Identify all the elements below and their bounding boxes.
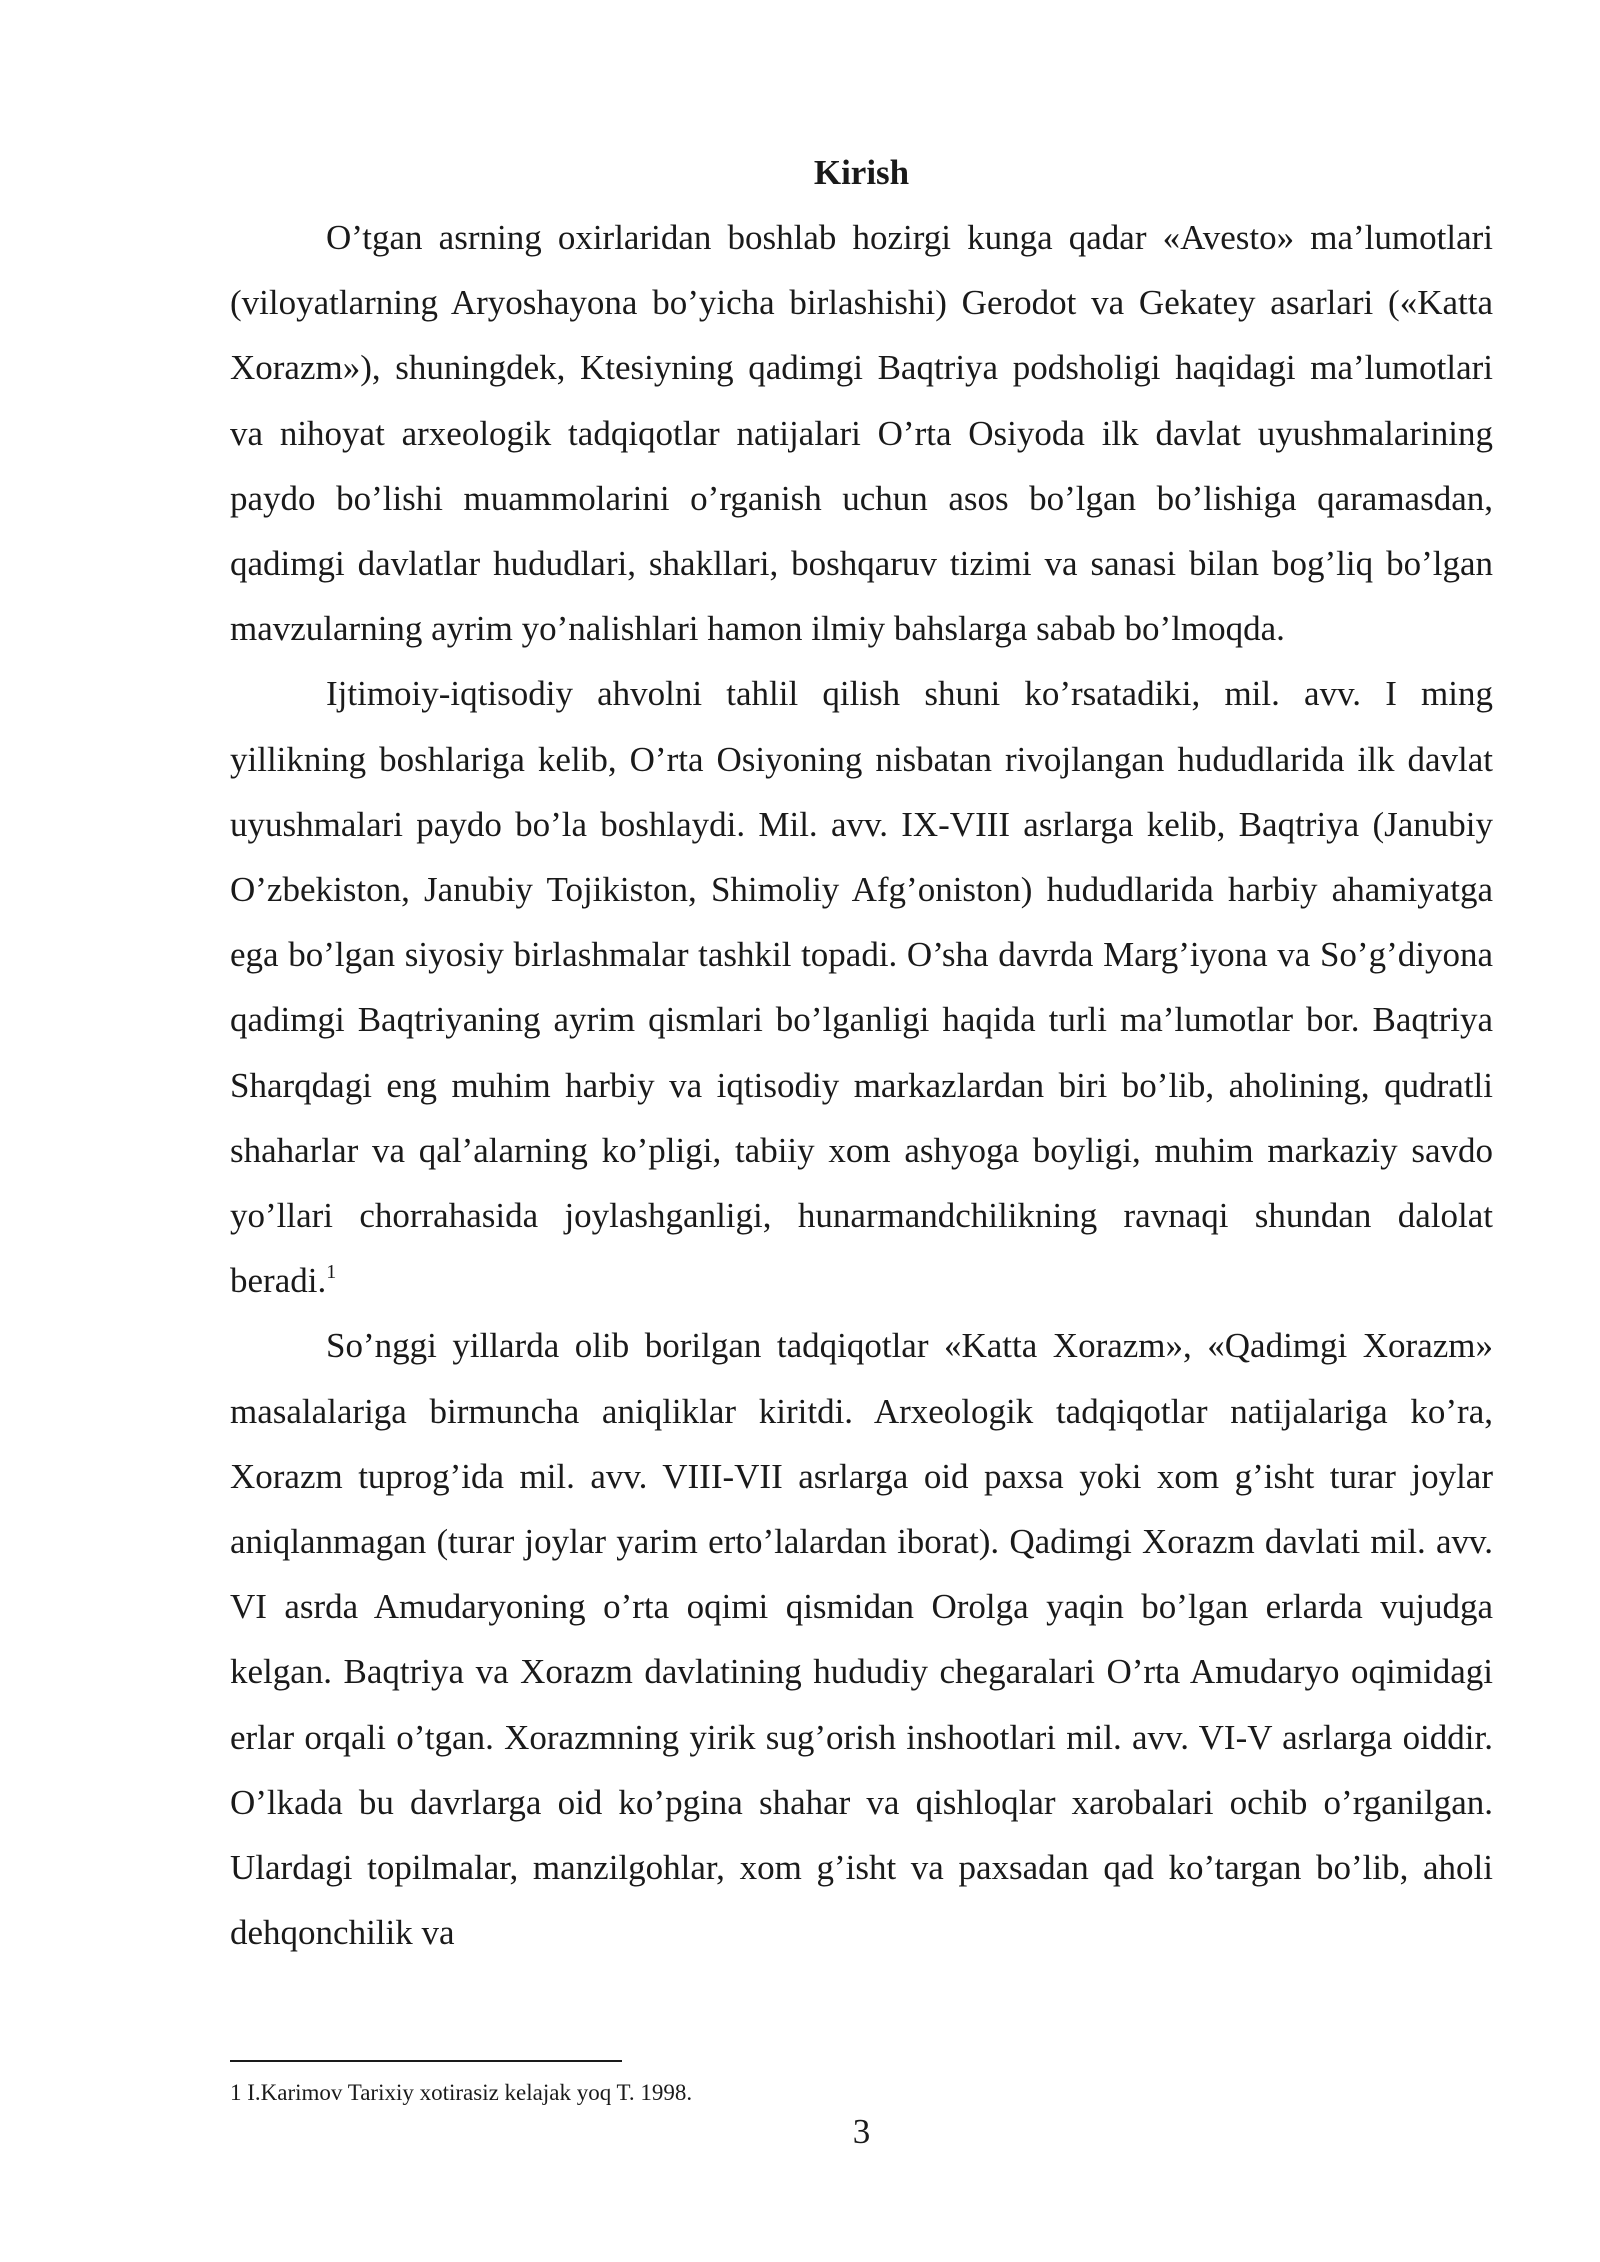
footnote-separator <box>230 2060 622 2062</box>
footnote: 1 I.Karimov Tarixiy xotirasiz kelajak yoq T. 1998. <box>230 2080 693 2105</box>
paragraph-3: So’nggi yillarda olib borilgan tadqiqotlar «Katta Xorazm», «Qadimgi Xorazm» masalalariga birmuncha aniqliklar kiritdi. Arxeologik tadqiqotlar natijalariga ko’ra, Xorazm tuprog’ida mil. avv. VIII-VII asrlarga oid paxsa yoki xom g’isht turar joylar aniqlanmagan (turar joylar yarim erto’lalardan iborat). Qadimgi Xorazm davlati mil. avv. VI asrda Amudaryoning o’rta oqimi qismidan Orolga yaqin bo’lgan erlarda vujudga kelgan. Baqtriya va Xorazm davlatining hududiy chegaralari O’rta Amudaryo oqimidagi erlar orqali o’tgan. Xorazmning yirik sug’orish inshootlari mil. avv. VI-V asrlarga oiddir. O’lkada bu davrlarga oid ko’pgina shahar va qishloqlar xarobalari ochib o’rganilgan. Ulardagi topilmalar, manzilgohlar, xom g’isht va paxsadan qad ko’targan bo’lib, aholi dehqonchilik va <box>230 1326 1493 1953</box>
paragraph-1: O’tgan asrning oxirlaridan boshlab hozirgi kunga qadar «Avesto» ma’lumotlari (viloyatlarning Aryoshayona bo’yicha birlashishi) Gerodot va Gekatey asarlari («Katta Xorazm»), shuningdek, Ktesiyning qadimgi Baqtriya podsholigi haqidagi ma’lumotlari va nihoyat arxeologik tadqiqotlar natijalari O’rta Osiyoda ilk davlat uyushmalarining paydo bo’lishi muammolarini o’rganish uchun asos bo’lgan bo’lishiga qaramasdan, qadimgi davlatlar hududlari, shakllari, boshqaruv tizimi va sanasi bilan bog’liq bo’lgan mavzularning ayrim yo’nalishlari hamon ilmiy bahslarga sabab bo’lmoqda. <box>230 218 1493 649</box>
page-number: 3 <box>852 2112 871 2151</box>
page-title: Kirish <box>813 153 910 192</box>
paragraph-2-text: Ijtimoiy-iqtisodiy ahvolni tahlil qilish shuni ko’rsatadiki, mil. avv. I ming yillikning boshlariga kelib, O’rta Osiyoning nisbatan rivojlangan hududlarida ilk davlat uyushmalari paydo bo’la boshlaydi. Mil. avv. IX-VIII asrlarga kelib, Baqtriya (Janubiy O’zbekiston, Janubiy Tojikiston, Shimoliy Afg’oniston) hududlarida harbiy ahamiyatga ega bo’lgan siyosiy birlashmalar tashkil topadi. O’sha davrda Marg’iyona va So’g’diyona qadimgi Baqtriyaning ayrim qismlari bo’lganligi haqida turli ma’lumotlar bor. Baqtriya Sharqdagi eng muhim harbiy va iqtisodiy markazlardan biri bo’lib, aholining, qudratli shaharlar va qal’alarning ko’pligi, tabiiy xom ashyoga boyligi, muhim markaziy savdo yo’llari chorrahasida joylashganligi, hunarmandchilikning ravnaqi shundan dalolat beradi. <box>230 674 1493 1301</box>
paragraph-2 <box>230 661 1493 1313</box>
document-page <box>230 140 1493 1965</box>
footnote-reference[interactable]: 1 <box>326 1261 337 1284</box>
